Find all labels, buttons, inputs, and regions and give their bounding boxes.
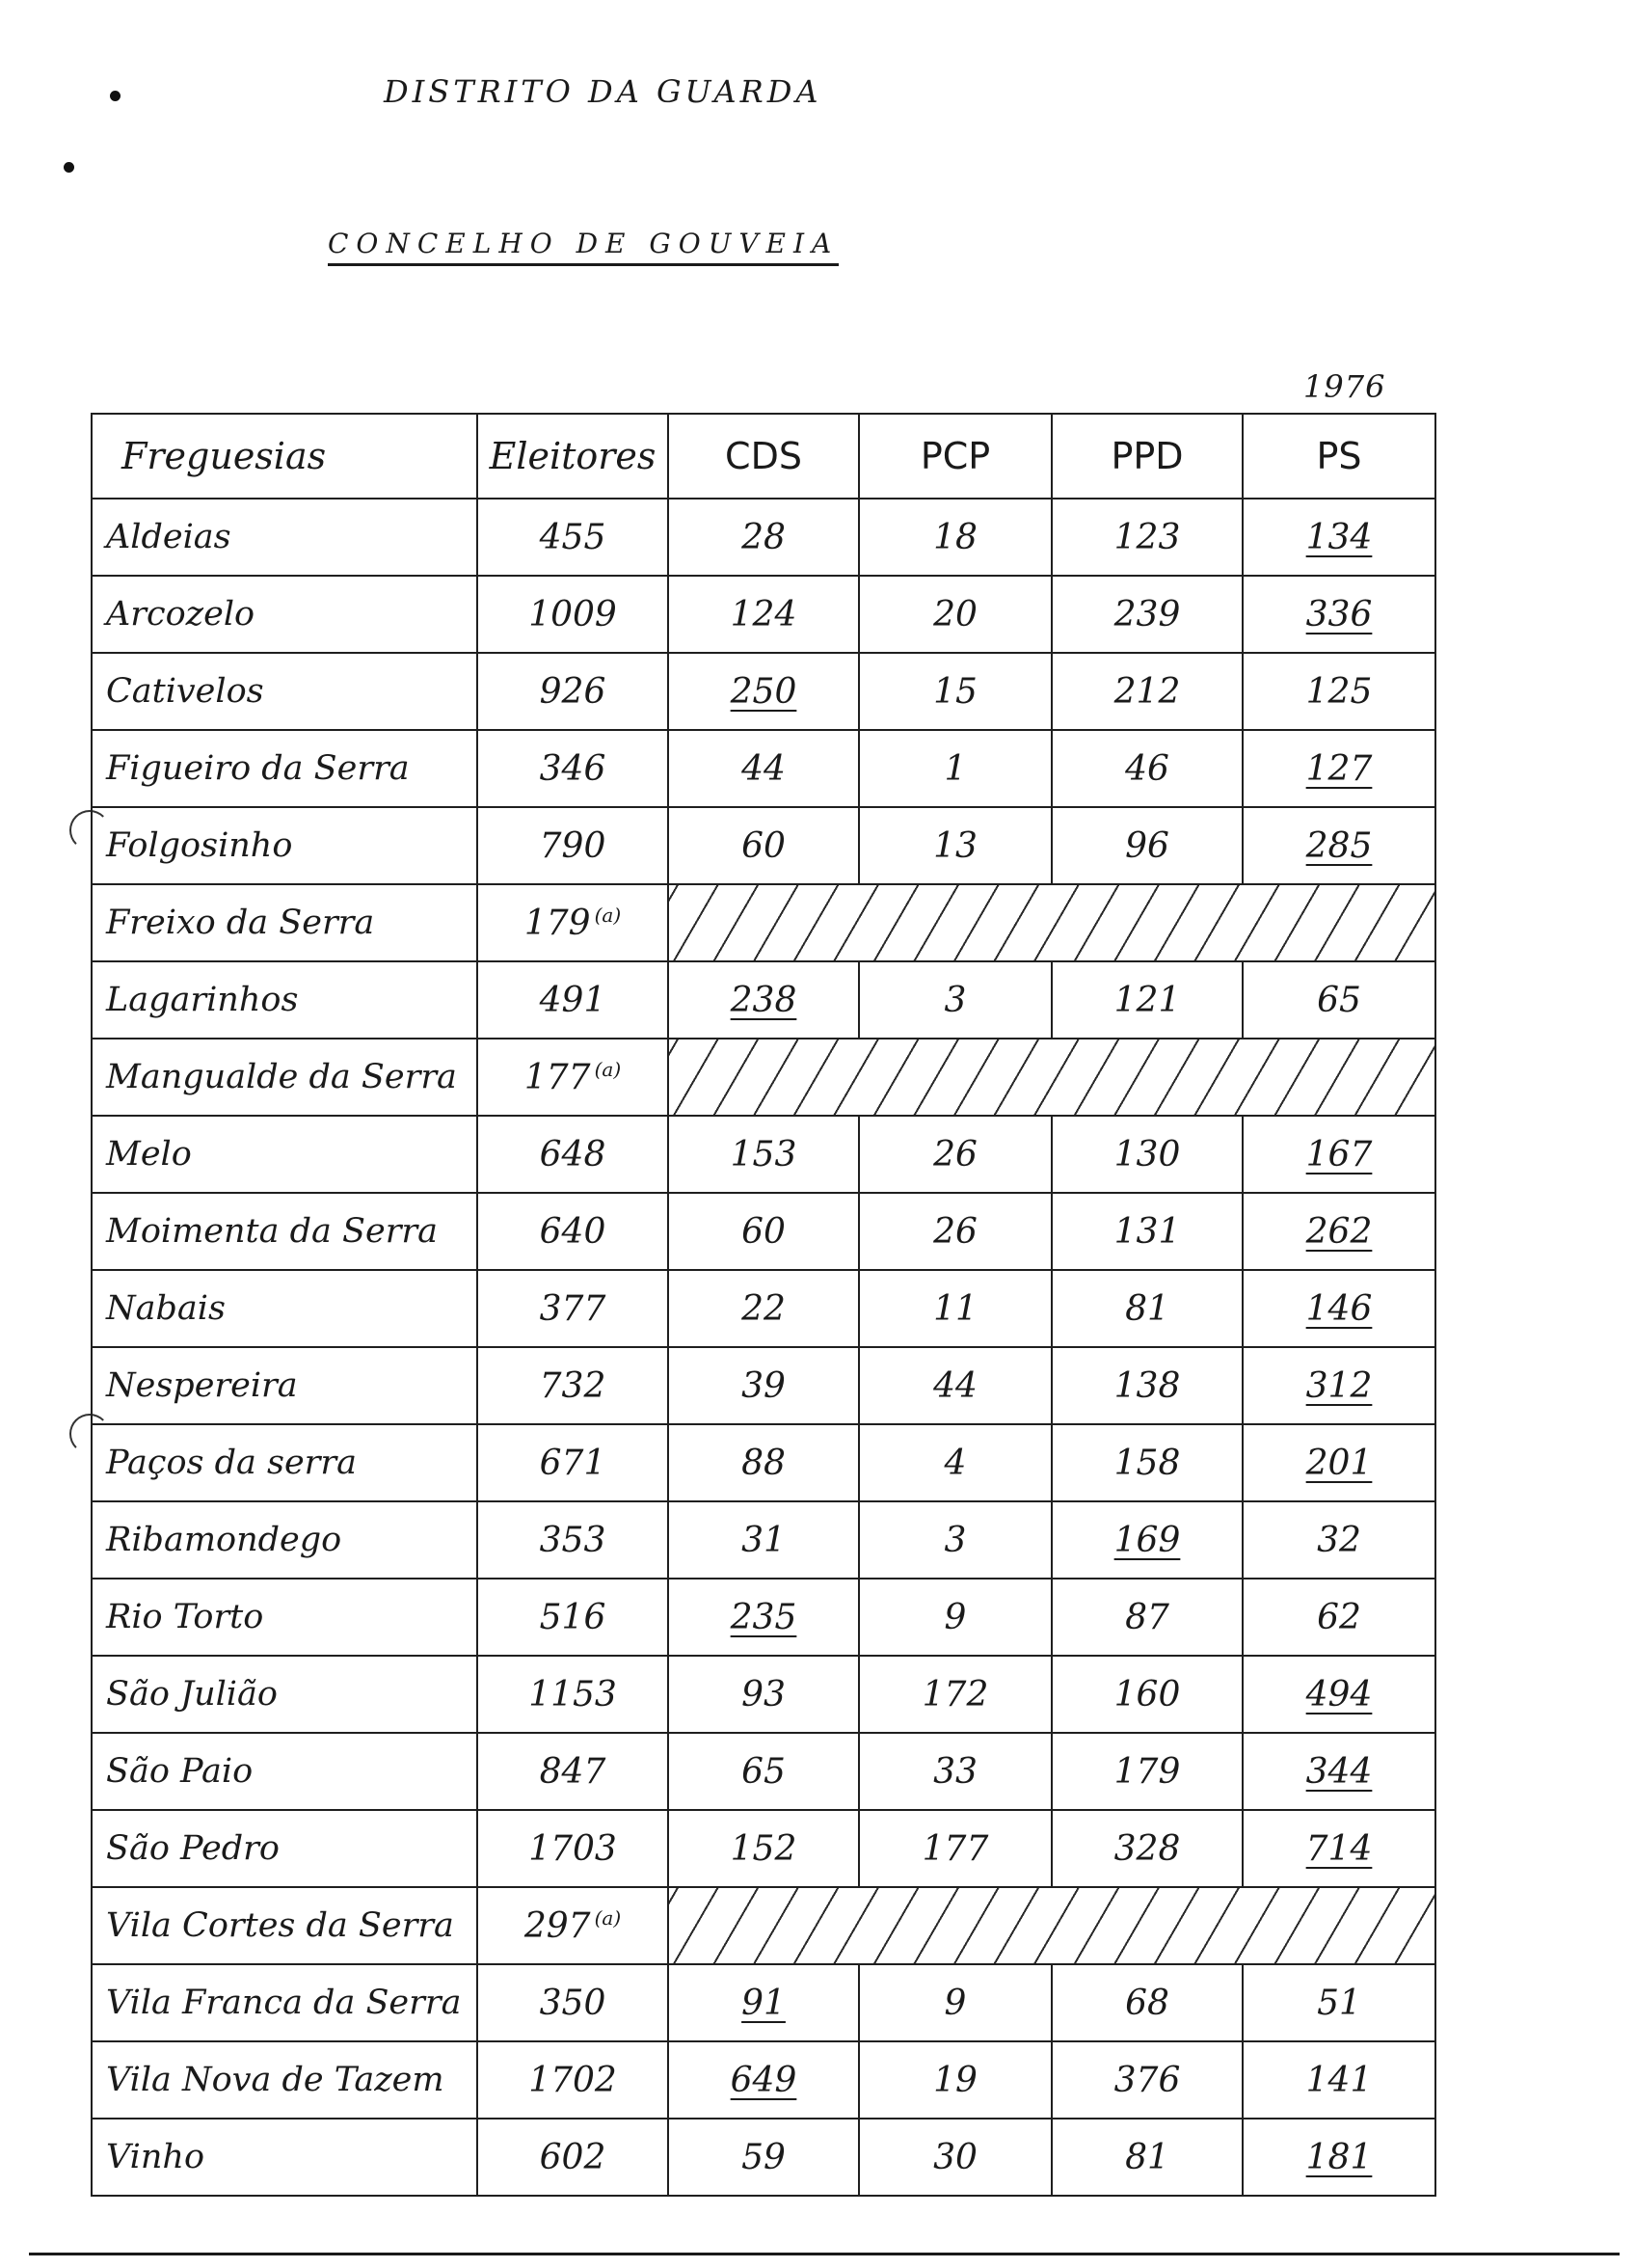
table-row — [92, 653, 1435, 730]
cds-votes-value: 124 — [730, 594, 797, 634]
ps-votes-cell — [1243, 1656, 1435, 1733]
eleitores-value: 926 — [539, 671, 606, 712]
ps-votes-cell — [1243, 2041, 1435, 2119]
ps-votes-cell — [1243, 730, 1435, 807]
ps-votes-value: 125 — [1305, 671, 1373, 712]
eleitores-value: 602 — [539, 2137, 606, 2177]
header-row — [92, 414, 1435, 499]
ppd-votes-cell — [1052, 576, 1243, 653]
eleitores-value: 455 — [539, 517, 606, 557]
ps-votes-value: 262 — [1305, 1211, 1373, 1252]
table-row — [92, 1193, 1435, 1270]
freguesia-name: Vila Franca da Serra — [92, 1964, 477, 2041]
freguesia-name: Freixo da Serra — [92, 884, 477, 961]
cds-votes-cell — [668, 1810, 859, 1887]
column-header: PCP — [859, 414, 1052, 499]
ppd-votes-cell — [1052, 1964, 1243, 2041]
pcp-votes-cell — [859, 1347, 1052, 1424]
ps-votes-value: 65 — [1317, 980, 1361, 1020]
cds-votes-value: 649 — [730, 2060, 797, 2100]
cds-votes-value: 153 — [730, 1134, 797, 1174]
cds-votes-value: 60 — [741, 825, 786, 866]
ppd-votes-cell — [1052, 653, 1243, 730]
ppd-votes-value: 179 — [1113, 1751, 1181, 1792]
eleitores-value: 346 — [539, 748, 606, 789]
ps-votes-value: 62 — [1317, 1597, 1361, 1637]
pcp-votes-cell — [859, 1964, 1052, 2041]
cds-votes-cell — [668, 807, 859, 884]
table-row — [92, 1347, 1435, 1424]
column-header: PPD — [1052, 414, 1243, 499]
pcp-votes-value: 9 — [944, 1983, 967, 2023]
cds-votes-cell — [668, 1964, 859, 2041]
eleitores-value: 353 — [539, 1520, 606, 1560]
ppd-votes-value: 46 — [1125, 748, 1169, 789]
ps-votes-value: 167 — [1305, 1134, 1373, 1174]
ps-votes-cell — [1243, 576, 1435, 653]
ppd-votes-value: 158 — [1113, 1443, 1181, 1483]
pcp-votes-value: 44 — [933, 1365, 978, 1406]
ppd-votes-value: 376 — [1113, 2060, 1181, 2100]
cds-votes-cell — [668, 1270, 859, 1347]
eleitores-value: 1702 — [528, 2060, 617, 2100]
ppd-votes-cell — [1052, 499, 1243, 576]
ppd-votes-cell — [1052, 1193, 1243, 1270]
ppd-votes-cell — [1052, 1656, 1243, 1733]
pcp-votes-value: 177 — [922, 1828, 989, 1869]
ppd-votes-cell — [1052, 807, 1243, 884]
pcp-votes-value: 1 — [944, 748, 967, 789]
pcp-votes-cell — [859, 576, 1052, 653]
footnote-marker: (a) — [594, 1905, 622, 1930]
pcp-votes-cell — [859, 1810, 1052, 1887]
eleitores-value: 1009 — [528, 594, 617, 634]
pcp-votes-value: 19 — [933, 2060, 978, 2100]
ps-votes-cell — [1243, 1964, 1435, 2041]
cds-votes-value: 28 — [741, 517, 786, 557]
cds-votes-value: 88 — [741, 1443, 786, 1483]
ppd-votes-value: 138 — [1113, 1365, 1181, 1406]
freguesia-name: Paços da serra — [92, 1424, 477, 1501]
column-header: Eleitores — [477, 414, 668, 499]
eleitores-cell — [477, 1579, 668, 1656]
ppd-votes-cell — [1052, 1347, 1243, 1424]
pcp-votes-cell — [859, 1656, 1052, 1733]
ps-votes-cell — [1243, 961, 1435, 1039]
pcp-votes-cell — [859, 1270, 1052, 1347]
cds-votes-value: 238 — [730, 980, 797, 1020]
freguesia-name: Rio Torto — [92, 1579, 477, 1656]
cds-votes-cell — [668, 576, 859, 653]
ps-votes-cell — [1243, 1733, 1435, 1810]
freguesia-name: São Julião — [92, 1656, 477, 1733]
cds-votes-value: 31 — [741, 1520, 786, 1560]
cds-votes-cell — [668, 1347, 859, 1424]
cds-votes-cell — [668, 961, 859, 1039]
bottom-rule — [29, 2253, 1620, 2255]
footnote-marker: (a) — [594, 1057, 622, 1081]
eleitores-value: 1703 — [528, 1828, 617, 1869]
ppd-votes-value: 68 — [1125, 1983, 1169, 2023]
freguesia-name: Ribamondego — [92, 1501, 477, 1579]
freguesia-name: Vila Cortes da Serra — [92, 1887, 477, 1964]
ppd-votes-cell — [1052, 2119, 1243, 2196]
pcp-votes-cell — [859, 653, 1052, 730]
cds-votes-cell — [668, 730, 859, 807]
ppd-votes-cell — [1052, 2041, 1243, 2119]
freguesia-name: Vinho — [92, 2119, 477, 2196]
eleitores-cell — [477, 2119, 668, 2196]
freguesia-name: Melo — [92, 1116, 477, 1193]
ppd-votes-value: 87 — [1125, 1597, 1169, 1637]
ppd-votes-cell — [1052, 730, 1243, 807]
table-row — [92, 1116, 1435, 1193]
eleitores-value: 847 — [539, 1751, 606, 1792]
table-row — [92, 730, 1435, 807]
district-title: DISTRITO DA GUARDA — [384, 73, 822, 110]
pcp-votes-value: 172 — [922, 1674, 989, 1714]
ppd-votes-value: 81 — [1125, 1288, 1169, 1329]
ppd-votes-cell — [1052, 1424, 1243, 1501]
freguesia-name: Moimenta da Serra — [92, 1193, 477, 1270]
ps-votes-value: 141 — [1305, 2060, 1373, 2100]
table-row — [92, 1733, 1435, 1810]
table-row — [92, 499, 1435, 576]
eleitores-value: 671 — [539, 1443, 606, 1483]
margin-bullet-top — [110, 91, 121, 101]
ppd-votes-value: 328 — [1113, 1828, 1181, 1869]
eleitores-value: 350 — [539, 1983, 606, 2023]
ps-votes-value: 51 — [1317, 1983, 1361, 2023]
ppd-votes-value: 239 — [1113, 594, 1181, 634]
pcp-votes-cell — [859, 961, 1052, 1039]
eleitores-cell — [477, 1424, 668, 1501]
footnote-marker: (a) — [594, 903, 622, 927]
pcp-votes-cell — [859, 1579, 1052, 1656]
freguesia-name: Mangualde da Serra — [92, 1039, 477, 1116]
table-row — [92, 961, 1435, 1039]
eleitores-cell — [477, 884, 668, 961]
eleitores-cell — [477, 1270, 668, 1347]
ppd-votes-cell — [1052, 1116, 1243, 1193]
cds-votes-value: 39 — [741, 1365, 786, 1406]
eleitores-cell — [477, 1887, 668, 1964]
eleitores-cell — [477, 576, 668, 653]
ppd-votes-cell — [1052, 1579, 1243, 1656]
eleitores-value: 516 — [539, 1597, 606, 1637]
cds-votes-value: 235 — [730, 1597, 797, 1637]
cds-votes-value: 91 — [741, 1983, 786, 2023]
ppd-votes-cell — [1052, 961, 1243, 1039]
pcp-votes-value: 18 — [933, 517, 978, 557]
table-row — [92, 1579, 1435, 1656]
freguesia-name: Lagarinhos — [92, 961, 477, 1039]
freguesia-name: São Pedro — [92, 1810, 477, 1887]
pcp-votes-cell — [859, 730, 1052, 807]
freguesia-name: Nespereira — [92, 1347, 477, 1424]
table-row — [92, 1656, 1435, 1733]
column-header: Freguesias — [92, 414, 477, 499]
ps-votes-cell — [1243, 1193, 1435, 1270]
hatched-no-data-cell — [668, 1887, 1435, 1964]
freguesia-name: Vila Nova de Tazem — [92, 2041, 477, 2119]
table-row — [92, 1887, 1435, 1964]
ps-votes-cell — [1243, 1270, 1435, 1347]
ps-votes-cell — [1243, 1347, 1435, 1424]
cds-votes-cell — [668, 1116, 859, 1193]
pcp-votes-value: 33 — [933, 1751, 978, 1792]
cds-votes-cell — [668, 499, 859, 576]
pcp-votes-cell — [859, 2119, 1052, 2196]
ppd-votes-value: 123 — [1113, 517, 1181, 557]
eleitores-value: 1153 — [528, 1674, 617, 1714]
eleitores-value: 177 — [523, 1057, 591, 1097]
table-row — [92, 807, 1435, 884]
eleitores-value: 491 — [539, 980, 606, 1020]
ps-votes-value: 181 — [1305, 2137, 1373, 2177]
table-row — [92, 2119, 1435, 2196]
cds-votes-cell — [668, 653, 859, 730]
ps-votes-value: 32 — [1317, 1520, 1361, 1560]
ppd-votes-value: 131 — [1113, 1211, 1181, 1252]
table-row — [92, 1964, 1435, 2041]
results-table — [91, 413, 1436, 2197]
cds-votes-value: 152 — [730, 1828, 797, 1869]
eleitores-value: 648 — [539, 1134, 606, 1174]
pcp-votes-cell — [859, 2041, 1052, 2119]
cds-votes-value: 59 — [741, 2137, 786, 2177]
ps-votes-value: 127 — [1305, 748, 1373, 789]
pcp-votes-value: 3 — [944, 980, 967, 1020]
pcp-votes-value: 26 — [933, 1211, 978, 1252]
freguesia-name: Nabais — [92, 1270, 477, 1347]
eleitores-cell — [477, 730, 668, 807]
pcp-votes-cell — [859, 499, 1052, 576]
table-row — [92, 1501, 1435, 1579]
ppd-votes-value: 96 — [1125, 825, 1169, 866]
pcp-votes-value: 20 — [933, 594, 978, 634]
ps-votes-value: 134 — [1305, 517, 1373, 557]
ps-votes-value: 344 — [1305, 1751, 1373, 1792]
pcp-votes-value: 15 — [933, 671, 978, 712]
ps-votes-cell — [1243, 499, 1435, 576]
ps-votes-cell — [1243, 1579, 1435, 1656]
ppd-votes-cell — [1052, 1501, 1243, 1579]
hatched-no-data-cell — [668, 884, 1435, 961]
ps-votes-cell — [1243, 807, 1435, 884]
eleitores-cell — [477, 1193, 668, 1270]
column-header: PS — [1243, 414, 1435, 499]
ppd-votes-value: 212 — [1113, 671, 1181, 712]
pcp-votes-value: 4 — [944, 1443, 967, 1483]
table-row — [92, 1424, 1435, 1501]
pcp-votes-value: 9 — [944, 1597, 967, 1637]
concelho-title: CONCELHO DE GOUVEIA — [328, 228, 839, 266]
ppd-votes-cell — [1052, 1810, 1243, 1887]
eleitores-cell — [477, 499, 668, 576]
column-header: CDS — [668, 414, 859, 499]
cds-votes-value: 44 — [741, 748, 786, 789]
cds-votes-value: 93 — [741, 1674, 786, 1714]
pcp-votes-cell — [859, 807, 1052, 884]
cds-votes-cell — [668, 1424, 859, 1501]
freguesia-name: Cativelos — [92, 653, 477, 730]
ps-votes-cell — [1243, 2119, 1435, 2196]
eleitores-value: 640 — [539, 1211, 606, 1252]
cds-votes-value: 65 — [741, 1751, 786, 1792]
eleitores-value: 297 — [523, 1905, 591, 1946]
margin-bullet-second — [64, 162, 74, 173]
table-row — [92, 576, 1435, 653]
ps-votes-value: 714 — [1305, 1828, 1373, 1869]
eleitores-cell — [477, 1347, 668, 1424]
pcp-votes-cell — [859, 1193, 1052, 1270]
table-row — [92, 884, 1435, 961]
eleitores-cell — [477, 961, 668, 1039]
pcp-votes-value: 11 — [933, 1288, 978, 1329]
hatched-no-data-cell — [668, 1039, 1435, 1116]
cds-votes-cell — [668, 2041, 859, 2119]
eleitores-cell — [477, 1116, 668, 1193]
ppd-votes-value: 121 — [1113, 980, 1181, 1020]
ppd-votes-value: 169 — [1113, 1520, 1181, 1560]
cds-votes-cell — [668, 1733, 859, 1810]
pcp-votes-value: 26 — [933, 1134, 978, 1174]
table-row — [92, 2041, 1435, 2119]
freguesia-name: São Paio — [92, 1733, 477, 1810]
table-row — [92, 1810, 1435, 1887]
eleitores-cell — [477, 653, 668, 730]
ps-votes-cell — [1243, 1424, 1435, 1501]
eleitores-cell — [477, 1964, 668, 2041]
eleitores-value: 790 — [539, 825, 606, 866]
cds-votes-cell — [668, 1501, 859, 1579]
cds-votes-cell — [668, 1193, 859, 1270]
table-body — [92, 499, 1435, 2196]
pcp-votes-value: 30 — [933, 2137, 978, 2177]
pcp-votes-value: 3 — [944, 1520, 967, 1560]
pcp-votes-cell — [859, 1733, 1052, 1810]
pcp-votes-cell — [859, 1424, 1052, 1501]
ps-votes-cell — [1243, 1810, 1435, 1887]
eleitores-value: 179 — [523, 903, 591, 943]
eleitores-value: 732 — [539, 1365, 606, 1406]
freguesia-name: Folgosinho — [92, 807, 477, 884]
ps-votes-value: 285 — [1305, 825, 1373, 866]
cds-votes-cell — [668, 1579, 859, 1656]
freguesia-name: Arcozelo — [92, 576, 477, 653]
cds-votes-cell — [668, 2119, 859, 2196]
cds-votes-value: 60 — [741, 1211, 786, 1252]
eleitores-cell — [477, 1810, 668, 1887]
pcp-votes-value: 13 — [933, 825, 978, 866]
eleitores-cell — [477, 1733, 668, 1810]
ps-votes-value: 201 — [1305, 1443, 1373, 1483]
eleitores-cell — [477, 2041, 668, 2119]
ppd-votes-cell — [1052, 1733, 1243, 1810]
year-label: 1976 — [1303, 368, 1386, 405]
ps-votes-cell — [1243, 1501, 1435, 1579]
ps-votes-cell — [1243, 653, 1435, 730]
ps-votes-value: 494 — [1305, 1674, 1373, 1714]
freguesia-name: Figueiro da Serra — [92, 730, 477, 807]
cds-votes-value: 250 — [730, 671, 797, 712]
cds-votes-value: 22 — [741, 1288, 786, 1329]
eleitores-cell — [477, 1501, 668, 1579]
eleitores-value: 377 — [539, 1288, 606, 1329]
eleitores-cell — [477, 1039, 668, 1116]
ps-votes-value: 146 — [1305, 1288, 1373, 1329]
ps-votes-value: 336 — [1305, 594, 1373, 634]
pcp-votes-cell — [859, 1501, 1052, 1579]
ppd-votes-value: 160 — [1113, 1674, 1181, 1714]
ppd-votes-cell — [1052, 1270, 1243, 1347]
table-row — [92, 1270, 1435, 1347]
table-row — [92, 1039, 1435, 1116]
pcp-votes-cell — [859, 1116, 1052, 1193]
ps-votes-value: 312 — [1305, 1365, 1373, 1406]
freguesia-name: Aldeias — [92, 499, 477, 576]
cds-votes-cell — [668, 1656, 859, 1733]
ps-votes-cell — [1243, 1116, 1435, 1193]
eleitores-cell — [477, 807, 668, 884]
ppd-votes-value: 81 — [1125, 2137, 1169, 2177]
ppd-votes-value: 130 — [1113, 1134, 1181, 1174]
eleitores-cell — [477, 1656, 668, 1733]
